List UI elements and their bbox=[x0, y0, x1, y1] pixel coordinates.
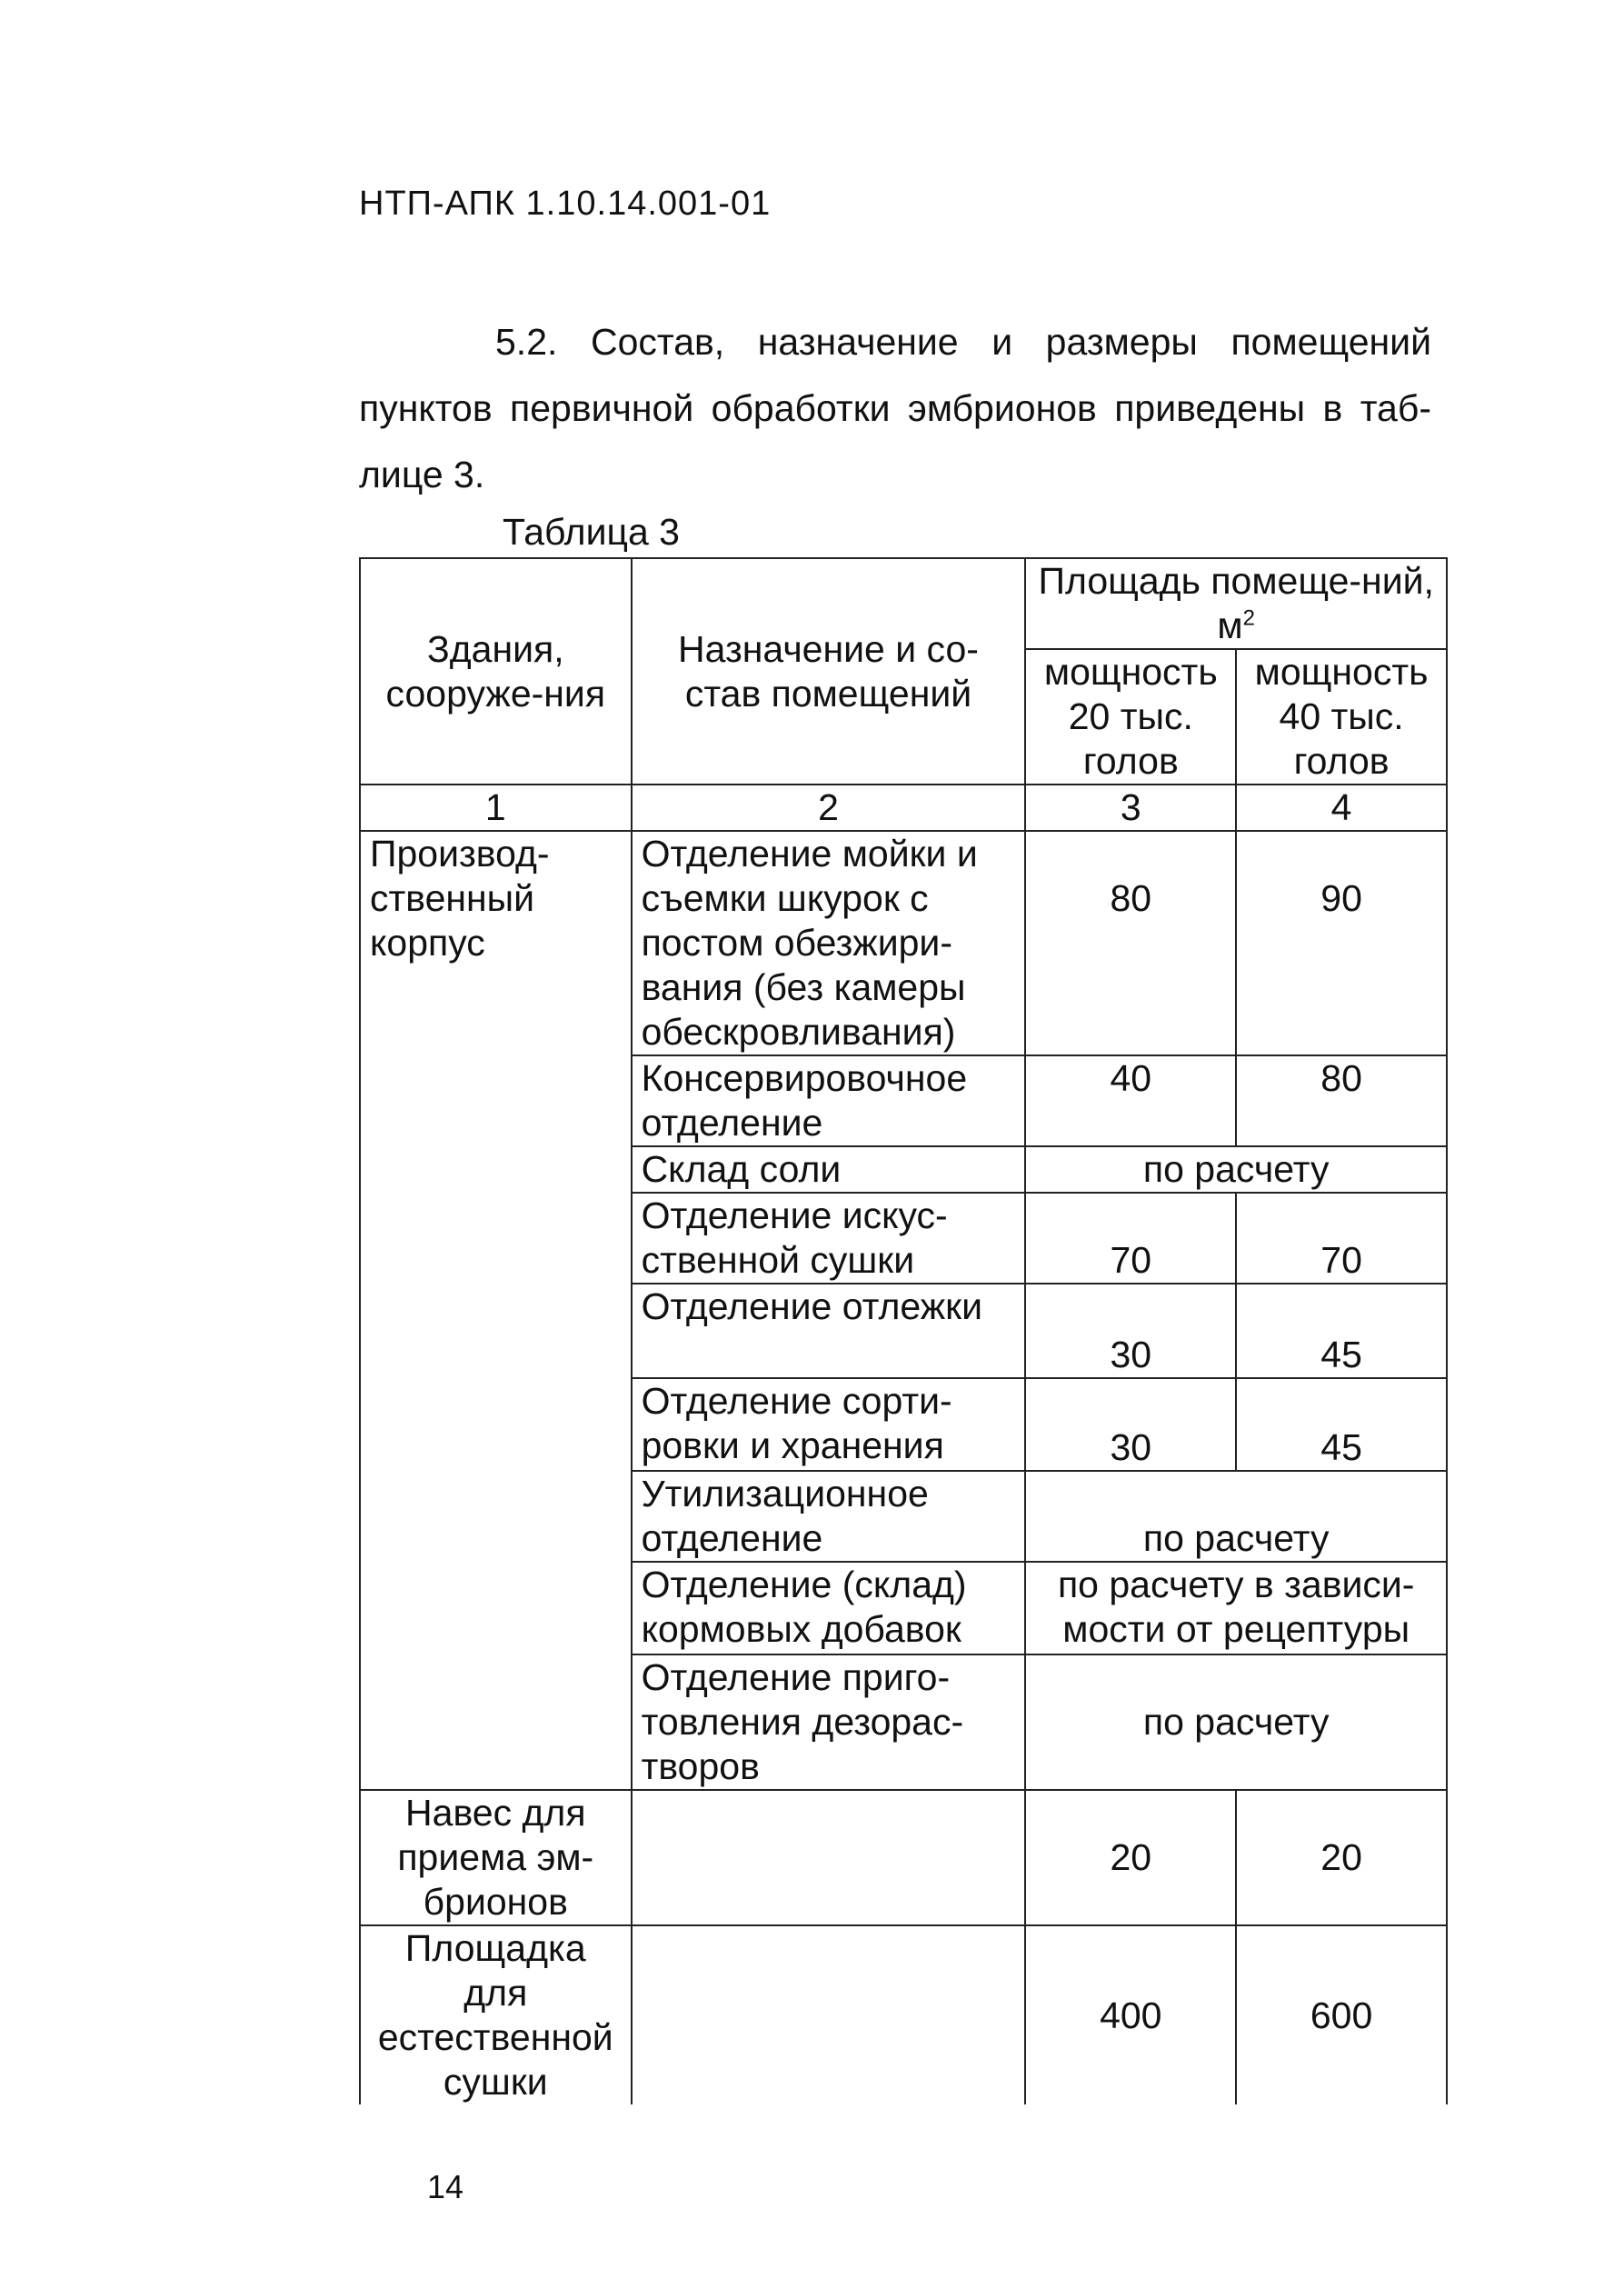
area-merged-cell: по расчету bbox=[1025, 1146, 1447, 1193]
table-caption: Таблица 3 bbox=[503, 511, 680, 553]
room-name-cell: Утилизационное отделение bbox=[632, 1471, 1026, 1562]
area-20-cell: 40 bbox=[1025, 1055, 1236, 1146]
paragraph-line: пунктов первичной обработки эмбрионов приведены в таб- bbox=[359, 387, 1431, 429]
area-merged-cell: по расчету bbox=[1025, 1471, 1447, 1562]
area-20-cell: 80 bbox=[1025, 831, 1236, 1055]
area-merged-cell: по расчету bbox=[1025, 1654, 1447, 1790]
room-name-cell: Отделение сорти-ровки и хранения bbox=[632, 1378, 1026, 1471]
area-20-cell: 20 bbox=[1025, 1790, 1236, 1925]
column-number: 4 bbox=[1236, 785, 1447, 831]
table-header-row bbox=[360, 558, 1447, 649]
room-name-cell: Отделение мойки и съемки шкурок с постом обезжири-вания (без камеры обескровливания) bbox=[632, 831, 1026, 1055]
table-row bbox=[360, 1925, 1447, 2104]
area-40-cell: 600 bbox=[1236, 1925, 1447, 2104]
area-40-cell: 70 bbox=[1236, 1193, 1447, 1284]
column-number: 1 bbox=[360, 785, 632, 831]
area-merged-cell: по расчету в зависи-мости от рецептуры bbox=[1025, 1562, 1447, 1654]
area-40-cell: 80 bbox=[1236, 1055, 1447, 1146]
area-40-cell: 45 bbox=[1236, 1284, 1447, 1378]
room-name-cell: Консервировочное отделение bbox=[632, 1055, 1026, 1146]
area-40-cell: 20 bbox=[1236, 1790, 1447, 1925]
rooms-table bbox=[359, 557, 1448, 2104]
area-20-cell: 30 bbox=[1025, 1378, 1236, 1471]
building-cell: Производ-ственный корпус bbox=[360, 831, 632, 1790]
header-area-group bbox=[1025, 558, 1447, 649]
room-name-cell: Отделение приго-товления дезорас-творов bbox=[632, 1654, 1026, 1790]
area-40-cell: 45 bbox=[1236, 1378, 1447, 1471]
header-buildings: Здания, сооруже-ния bbox=[360, 558, 632, 785]
column-number-row bbox=[360, 785, 1447, 831]
room-name-cell: Отделение отлежки bbox=[632, 1284, 1026, 1378]
header-purpose: Назначение и со-став помещений bbox=[632, 558, 1026, 785]
paragraph-line: лице 3. bbox=[359, 454, 485, 495]
paragraph-line: 5.2. Состав, назначение и размеры помещений bbox=[495, 321, 1431, 363]
column-number: 2 bbox=[632, 785, 1026, 831]
header-capacity-20: мощность 20 тыс. голов bbox=[1025, 649, 1236, 785]
header-area-label: Площадь помеще-ний, м bbox=[1038, 560, 1434, 646]
area-20-cell: 30 bbox=[1025, 1284, 1236, 1378]
building-cell: Площадка для естественной сушки bbox=[360, 1925, 632, 2104]
table-row bbox=[360, 1790, 1447, 1925]
column-number: 3 bbox=[1025, 785, 1236, 831]
intro-paragraph bbox=[359, 309, 1431, 508]
room-name-cell bbox=[632, 1925, 1026, 2104]
building-cell: Навес для приема эм-брионов bbox=[360, 1790, 632, 1925]
area-20-cell: 70 bbox=[1025, 1193, 1236, 1284]
header-area-unit-sup: 2 bbox=[1242, 605, 1255, 631]
room-name-cell bbox=[632, 1790, 1026, 1925]
room-name-cell: Отделение (склад) кормовых добавок bbox=[632, 1562, 1026, 1654]
room-name-cell: Отделение искус-ственной сушки bbox=[632, 1193, 1026, 1284]
area-40-cell: 90 bbox=[1236, 831, 1447, 1055]
area-20-cell: 400 bbox=[1025, 1925, 1236, 2104]
document-code: НТП-АПК 1.10.14.001-01 bbox=[359, 185, 772, 223]
page-number: 14 bbox=[427, 2168, 464, 2205]
room-name-cell: Склад соли bbox=[632, 1146, 1026, 1193]
table-row bbox=[360, 831, 1447, 1055]
header-capacity-40: мощность 40 тыс. голов bbox=[1236, 649, 1447, 785]
